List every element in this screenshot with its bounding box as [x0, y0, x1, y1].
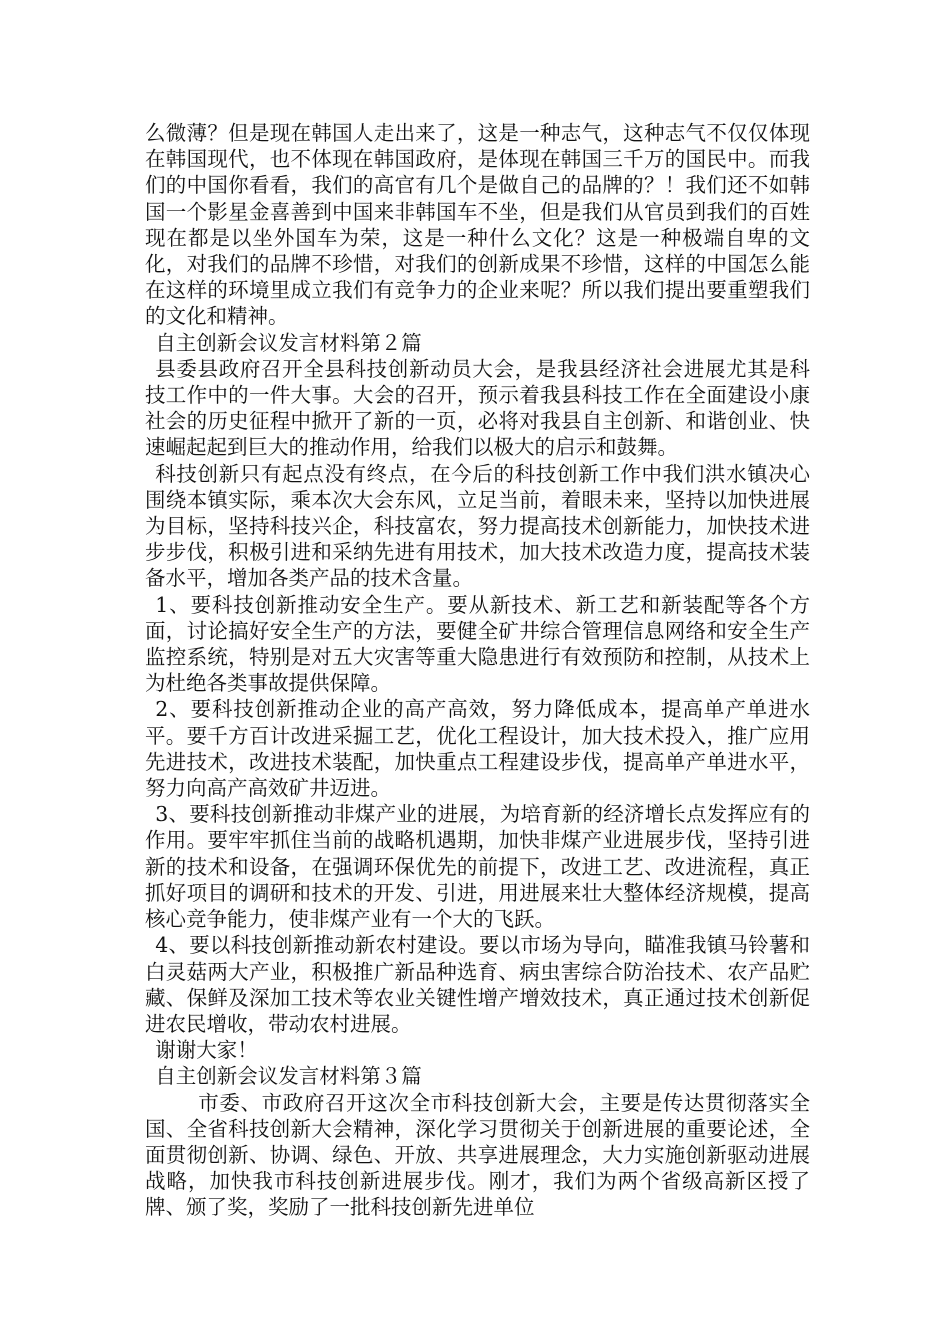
paragraph-thanks: 谢谢大家！	[155, 1038, 258, 1063]
paragraph-city-meeting: 市委、市政府召开这次全市科技创新大会，主要是传达贯彻落实全国、全省科技创新大会精神，深化学习贯彻关于创新进展的重要论述，全面贯彻创新、协调、绿色、开放、共享进展理念，大力实施创新驱动进展战略，加快我市科技创新进展步伐。刚才，我们为两个省级高新区授了牌、颁了奖，奖励了一批科技创新先进单位	[145, 1090, 810, 1220]
section-heading-2: 自主创新会议发言材料第２篇	[155, 330, 422, 355]
paragraph-item-1: 1、要科技创新推动安全生产。要从新技术、新工艺和新装配等各个方面，讨论搞好安全生产的方法，要健全矿井综合管理信息网络和安全生产监控系统，特别是对五大灾害等重大隐患进行有效预防和控制，从技术上为杜绝各类事故提供保障。	[145, 592, 810, 696]
paragraph-item-2: 2、要科技创新推动企业的高产高效，努力降低成本，提高单产单进水平。要千方百计改进采掘工艺，优化工程设计，加大技术投入，推广应用先进技术，改进技术装配，加快重点工程建设步伐，提高单产单进水平，努力向高产高效矿井迈进。	[145, 697, 810, 801]
paragraph-continuation: 么微薄？但是现在韩国人走出来了，这是一种志气，这种志气不仅仅体现在韩国现代，也不体现在韩国政府，是体现在韩国三千万的国民中。而我们的中国你看看，我们的高官有几个是做自己的品牌的？！我们还不如韩国一个影星金喜善到中国来非韩国车不坐，但是我们从官员到我们的百姓现在都是以坐外国车为荣，这是一种什么文化？这是一种极端自卑的文化，对我们的品牌不珍惜，对我们的创新成果不珍惜，这样的中国怎么能在这样的环境里成立我们有竞争力的企业来呢？所以我们提出要重塑我们的文化和精神。	[145, 121, 810, 329]
paragraph-innovation-goal: 科技创新只有起点没有终点，在今后的科技创新工作中我们洪水镇决心围绕本镇实际，乘本次大会东风，立足当前，着眼未来，坚持以加快进展为目标，坚持科技兴企，科技富农，努力提高技术创新能力，加快技术进步步伐，积极引进和采纳先进有用技术，加大技术改造力度，提高技术装备水平，增加各类产品的技术含量。	[145, 461, 810, 591]
document-page	[145, 120, 810, 1221]
paragraph-item-3: 3、要科技创新推动非煤产业的进展，为培育新的经济增长点发挥应有的作用。要牢牢抓住当前的战略机遇期，加快非煤产业进展步伐，坚持引进新的技术和设备，在强调环保优先的前提下，改进工艺、改进流程，真正抓好项目的调研和技术的开发、引进，用进展来壮大整体经济规模，提高核心竞争能力，使非煤产业有一个大的飞跃。	[145, 802, 810, 932]
paragraph-meeting-intro: 县委县政府召开全县科技创新动员大会，是我县经济社会进展尤其是科技工作中的一件大事。大会的召开，预示着我县科技工作在全面建设小康社会的历史征程中掀开了新的一页，必将对我县自主创新、和谐创业、快速崛起起到巨大的推动作用，给我们以极大的启示和鼓舞。	[145, 356, 810, 460]
section-heading-3: 自主创新会议发言材料第３篇	[155, 1064, 422, 1089]
paragraph-item-4: 4、要以科技创新推动新农村建设。要以市场为导向，瞄准我镇马铃薯和白灵菇两大产业，积极推广新品种选育、病虫害综合防治技术、农产品贮藏、保鲜及深加工技术等农业关键性增产增效技术，真正通过技术创新促进农民增收，带动农村进展。	[145, 933, 810, 1036]
